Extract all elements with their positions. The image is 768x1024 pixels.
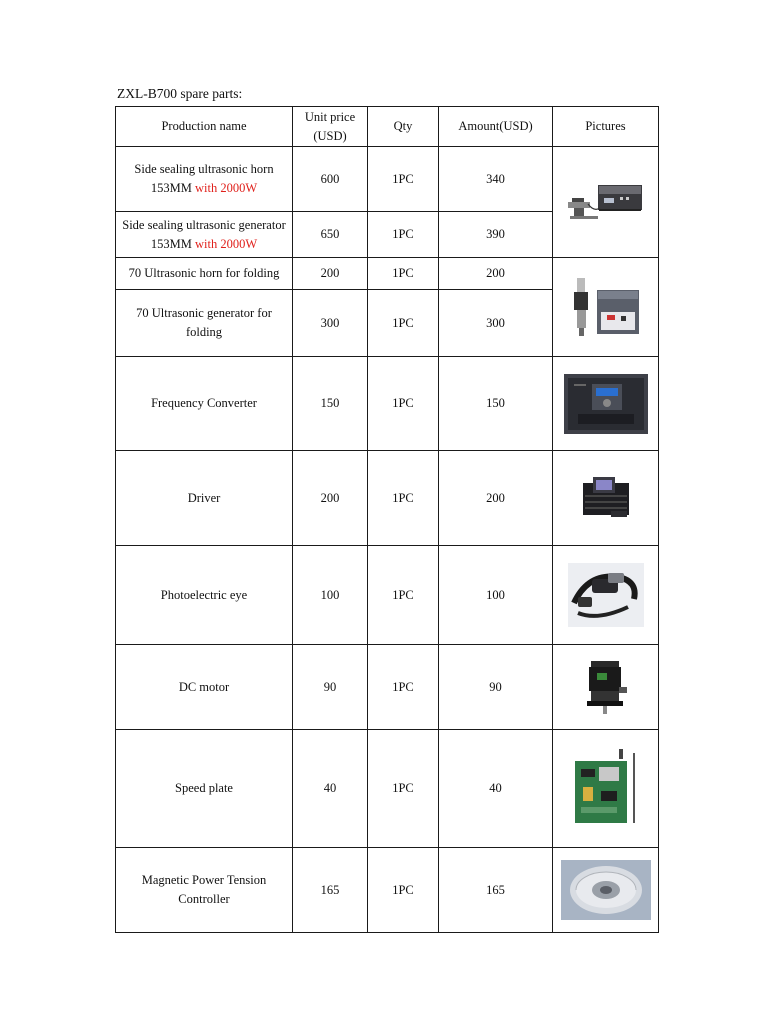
- row-qty: 1PC: [368, 290, 439, 357]
- row-qty: 1PC: [368, 848, 439, 933]
- row-name: [116, 147, 293, 212]
- row-name: Magnetic Power Tension Controller: [116, 848, 293, 933]
- photoelectric-eye-photo: [553, 546, 659, 645]
- row-name-highlight: with 2000W: [194, 181, 258, 195]
- driver-photo: [553, 451, 659, 546]
- row-name: 70 Ultrasonic horn for folding: [116, 258, 293, 290]
- row-amount: 200: [439, 258, 553, 290]
- row-price: 600: [293, 147, 368, 212]
- row-price: 650: [293, 212, 368, 258]
- row-price: 165: [293, 848, 368, 933]
- table-row: [116, 147, 659, 212]
- spare-parts-table: [115, 106, 659, 933]
- magnetic-tension-controller-photo: [553, 848, 659, 933]
- header-unit-price: Unit price (USD): [293, 107, 368, 147]
- row-qty: 1PC: [368, 730, 439, 848]
- row-amount: 390: [439, 212, 553, 258]
- row-name: [116, 212, 293, 258]
- table-row: [116, 258, 659, 290]
- row-qty: 1PC: [368, 258, 439, 290]
- row-amount: 165: [439, 848, 553, 933]
- row-name: Driver: [116, 451, 293, 546]
- table-row: [116, 546, 659, 645]
- row-amount: 90: [439, 645, 553, 730]
- table-header-row: [116, 107, 659, 147]
- row-price: 200: [293, 258, 368, 290]
- table-row: [116, 730, 659, 848]
- header-qty: Qty: [368, 107, 439, 147]
- header-amount: Amount(USD): [439, 107, 553, 147]
- row-name-text: Side sealing ultrasonic generator 153MM: [122, 217, 286, 251]
- row-qty: 1PC: [368, 212, 439, 258]
- ultrasonic-horn-and-generator-photo: [553, 147, 659, 258]
- row-amount: 340: [439, 147, 553, 212]
- header-pictures: Pictures: [553, 107, 659, 147]
- row-qty: 1PC: [368, 357, 439, 451]
- row-qty: 1PC: [368, 451, 439, 546]
- row-price: 150: [293, 357, 368, 451]
- row-qty: 1PC: [368, 147, 439, 212]
- row-name: Photoelectric eye: [116, 546, 293, 645]
- row-name: Frequency Converter: [116, 357, 293, 451]
- row-price: 100: [293, 546, 368, 645]
- row-price: 300: [293, 290, 368, 357]
- row-qty: 1PC: [368, 546, 439, 645]
- table-row: [116, 645, 659, 730]
- row-amount: 300: [439, 290, 553, 357]
- frequency-converter-photo: [553, 357, 659, 451]
- row-amount: 100: [439, 546, 553, 645]
- row-name: Speed plate: [116, 730, 293, 848]
- row-price: 40: [293, 730, 368, 848]
- document-title: ZXL-B700 spare parts:: [117, 86, 243, 101]
- row-amount: 40: [439, 730, 553, 848]
- row-name-text: Side sealing ultrasonic horn 153MM: [134, 162, 274, 195]
- speed-plate-photo: [553, 730, 659, 848]
- dc-motor-photo: [553, 645, 659, 730]
- row-amount: 150: [439, 357, 553, 451]
- row-qty: 1PC: [368, 645, 439, 730]
- ultrasonic-horn-for-folding-photo: [553, 258, 659, 357]
- row-amount: 200: [439, 451, 553, 546]
- table-row: [116, 357, 659, 451]
- row-name: 70 Ultrasonic generator for folding: [116, 290, 293, 357]
- table-row: [116, 451, 659, 546]
- row-price: 200: [293, 451, 368, 546]
- row-name: DC motor: [116, 645, 293, 730]
- row-price: 90: [293, 645, 368, 730]
- header-production-name: Production name: [116, 107, 293, 147]
- row-name-highlight: with 2000W: [194, 236, 258, 251]
- table-row: [116, 848, 659, 933]
